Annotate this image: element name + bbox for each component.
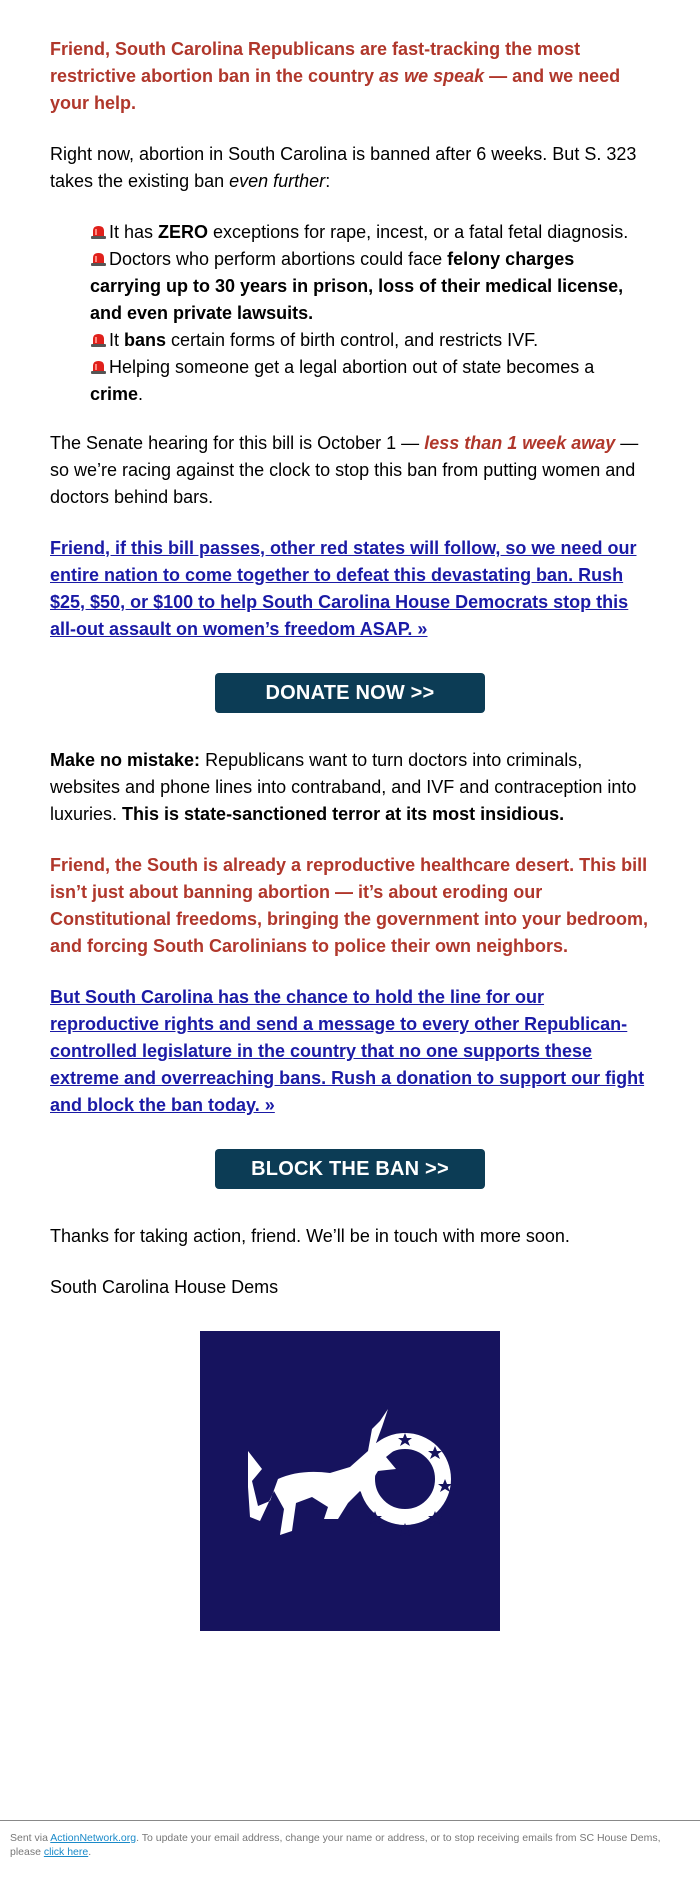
- donate-link-paragraph: [50, 535, 650, 643]
- intro-headline: [50, 36, 650, 117]
- intro-text: Friend, South Carolina Republicans are fast-tracking the most restrictive abortion ban in the country: [50, 39, 581, 86]
- email-body: [50, 36, 650, 1636]
- list-item: [90, 354, 650, 408]
- item-bold: bans: [124, 330, 167, 350]
- para2-emphasis: less than 1 week away: [424, 433, 616, 453]
- para3-bold: This is state-sanctioned terror at its most insidious.: [122, 804, 565, 824]
- intro-text-end: — and we need your help.: [50, 66, 621, 113]
- para2-text: The Senate hearing for this bill is October 1 —: [50, 433, 425, 453]
- paragraph-south: Friend, the South is already a reproductive healthcare desert. This bill isn’t just about banning abortion — it’s about eroding our Constitutional freedoms, bringing the government into your bedroom, and forcing South Carolinians to police their own neighbors.: [50, 855, 649, 956]
- block-link-paragraph: [50, 984, 650, 1119]
- item-text: It has: [109, 222, 159, 242]
- paragraph-mistake: [50, 747, 650, 828]
- item-text: Doctors who perform abortions could face: [109, 249, 448, 269]
- item-text-end: exceptions for rape, incest, or a fatal fetal diagnosis.: [208, 222, 629, 242]
- block-ban-link[interactable]: But South Carolina has the chance to hold the line for our reproductive rights and send a message to every other Republican-controlled legislature in the country that no one supports these extreme and overreaching bans. Rush a donation to support our fight and block the ban today. »: [50, 987, 645, 1115]
- donate-now-button[interactable]: DONATE NOW >>: [215, 673, 485, 713]
- footer-text-mid: . To update your email address, change your name or address, or to stop receiving emails from SC House Dems, please: [10, 1832, 661, 1858]
- actionnetwork-link[interactable]: ActionNetwork.org: [50, 1832, 137, 1844]
- para1-emphasis: even further: [229, 171, 326, 191]
- paragraph-status: [50, 141, 650, 195]
- thanks-text: Thanks for taking action, friend. We’ll be in touch with more soon.: [50, 1226, 570, 1246]
- donate-link[interactable]: Friend, if this bill passes, other red states will follow, so we need our entire nation to come together to defeat this devastating ban. Rush $25, $50, or $100 to help South Carolina House Democrats stop this all-out assault on women’s freedom ASAP. »: [50, 538, 637, 639]
- siren-icon: [90, 360, 107, 374]
- email-footer: [0, 1820, 700, 1859]
- list-item: [90, 219, 650, 246]
- item-bold: felony charges carrying up to 30 years in prison, loss of their medical license, and even private lawsuits.: [90, 249, 624, 323]
- footer-text: Sent via: [10, 1832, 51, 1844]
- siren-icon: [90, 252, 107, 266]
- donkey-logo-icon: [200, 1331, 500, 1631]
- footer-text-end: .: [88, 1846, 92, 1858]
- siren-icon: [90, 225, 107, 239]
- para2-end: — so we’re racing against the clock to stop this ban from putting women and doctors behind bars.: [50, 433, 639, 507]
- para3-lead: Make no mistake:: [50, 750, 201, 770]
- para1-end: :: [325, 171, 331, 191]
- item-bold: crime: [90, 384, 139, 404]
- item-text: It: [109, 330, 125, 350]
- list-item: [90, 246, 650, 327]
- donkey-logo: [200, 1331, 500, 1631]
- block-the-ban-button[interactable]: BLOCK THE BAN >>: [215, 1149, 485, 1189]
- siren-icon: [90, 333, 107, 347]
- paragraph-hearing: [50, 430, 650, 511]
- bill-provisions-list: [90, 219, 650, 408]
- list-item: [90, 327, 650, 354]
- para1-text: Right now, abortion in South Carolina is banned after 6 weeks. But S. 323 takes the existing ban: [50, 144, 637, 191]
- item-bold: ZERO: [158, 222, 209, 242]
- donate-button-row: [50, 673, 650, 713]
- para3-text: Republicans want to turn doctors into criminals, websites and phone lines into contraband, and IVF and contraception into luxuries.: [50, 750, 637, 824]
- intro-emphasis: as we speak: [379, 66, 485, 86]
- item-text-end: certain forms of birth control, and restricts IVF.: [166, 330, 539, 350]
- item-text: Helping someone get a legal abortion out of state becomes a: [109, 357, 595, 377]
- block-button-row: [50, 1149, 650, 1189]
- item-text-end: .: [138, 384, 144, 404]
- logo-wrap: [50, 1331, 650, 1636]
- unsubscribe-link[interactable]: click here: [43, 1846, 89, 1858]
- signature: South Carolina House Dems: [50, 1277, 279, 1297]
